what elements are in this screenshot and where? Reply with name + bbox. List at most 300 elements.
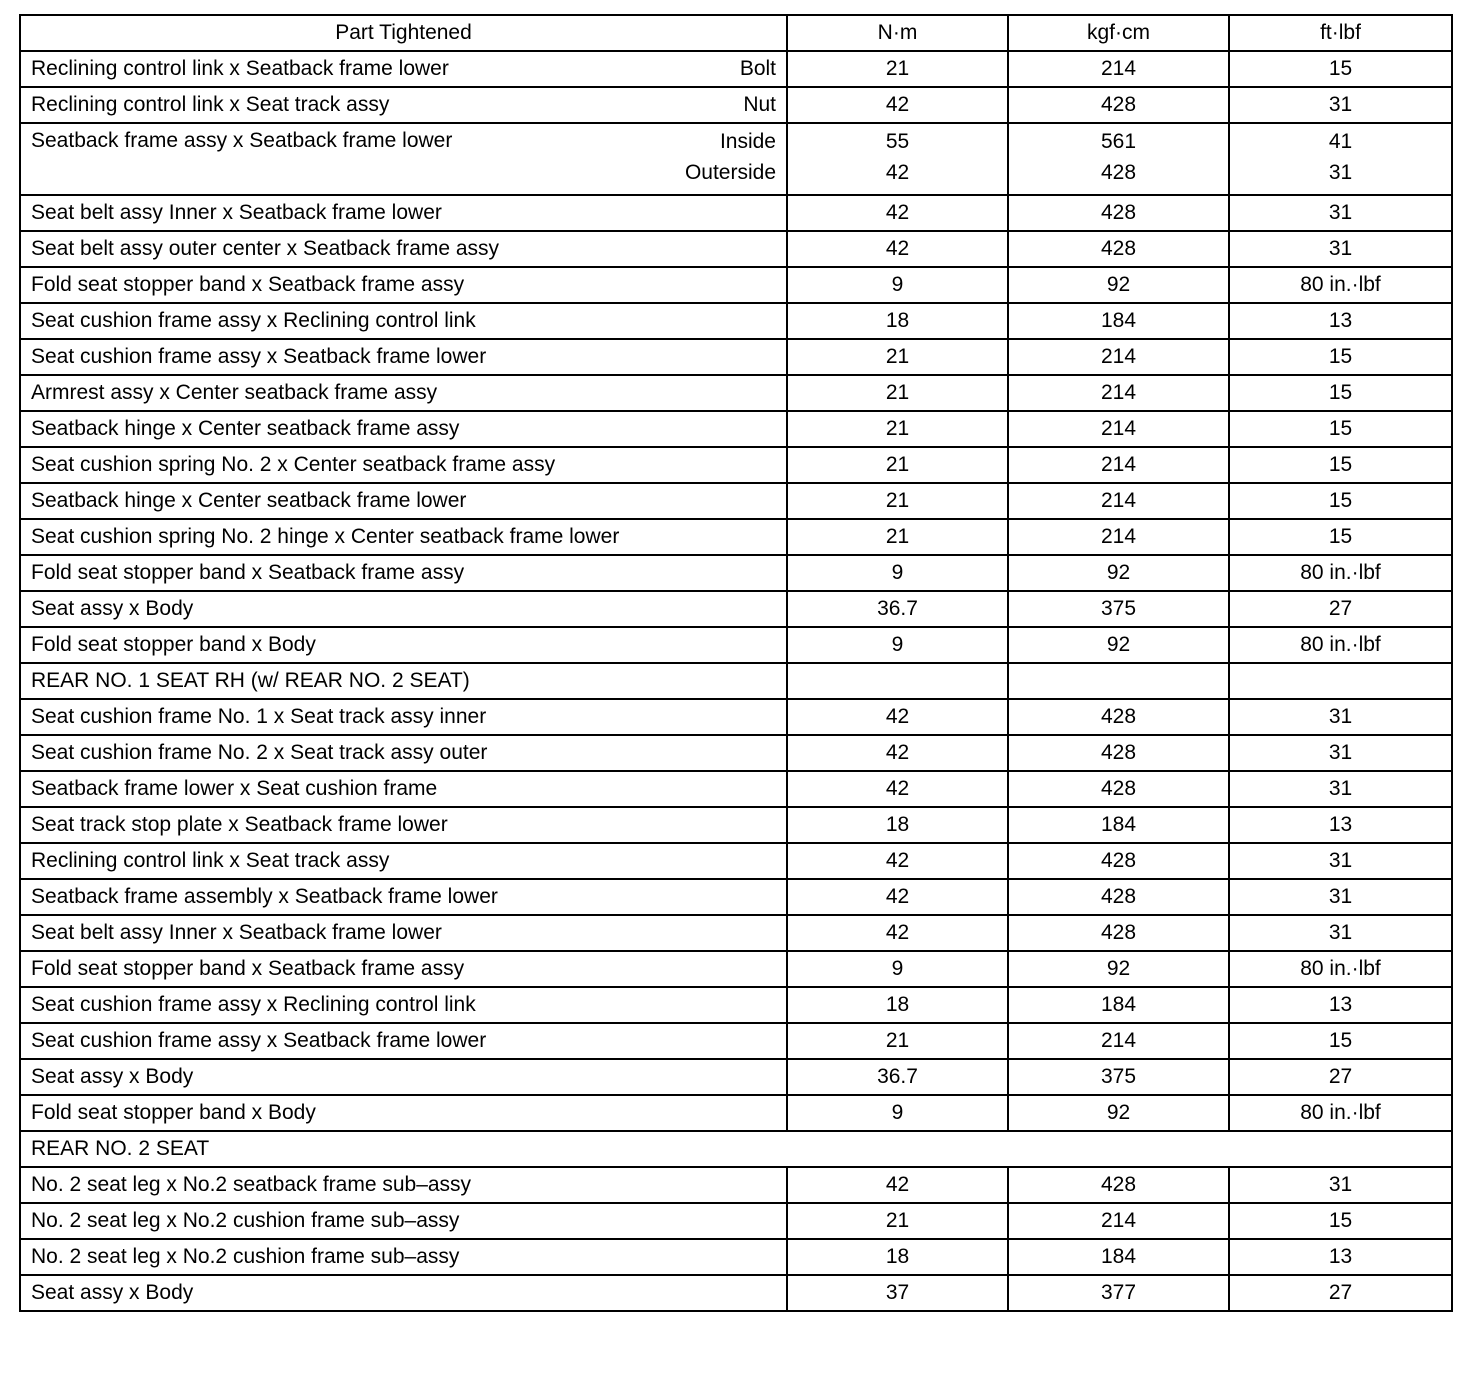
nm-value-cell [787, 411, 1008, 447]
nm-value: 42 [885, 777, 910, 800]
part-name: Seatback hinge x Center seatback frame assy [31, 417, 460, 440]
part-name: Seat cushion frame assy x Seatback frame lower [31, 1029, 487, 1052]
table-row [20, 987, 1452, 1023]
part-tightened-cell [20, 1023, 787, 1059]
ft-lbf-value: 15 [1328, 345, 1353, 368]
kgf-cm-value: 375 [1100, 1065, 1137, 1088]
nm-value-cell [787, 1203, 1008, 1239]
header-part-tightened: Part Tightened [20, 15, 787, 51]
ft-lbf-value: 13 [1328, 993, 1353, 1016]
part-name: Seat belt assy Inner x Seatback frame lower [31, 921, 442, 944]
part-tightened-cell [20, 339, 787, 375]
ft-lbf-value: 27 [1328, 1065, 1353, 1088]
nm-value-cell [787, 339, 1008, 375]
nm-value-cell [787, 951, 1008, 987]
ft-lbf-value-cell [1229, 303, 1452, 339]
nm-value-cell [787, 807, 1008, 843]
nm-value-secondary: 42 [885, 161, 910, 184]
table-row [20, 483, 1452, 519]
nm-value: 18 [885, 993, 910, 1016]
part-name: Seat assy x Body [31, 1281, 194, 1304]
nm-value: 37 [885, 1281, 910, 1304]
nm-value-cell [787, 195, 1008, 231]
nm-value-cell [787, 447, 1008, 483]
nm-value: 21 [885, 57, 910, 80]
kgf-cm-value-cell [1008, 411, 1229, 447]
table-row [20, 267, 1452, 303]
kgf-cm-value-cell [1008, 843, 1229, 879]
nm-value-cell [787, 51, 1008, 87]
part-name: No. 2 seat leg x No.2 seatback frame sub–assy [31, 1173, 472, 1196]
part-name: Seat assy x Body [31, 597, 194, 620]
ft-lbf-value-cell [1229, 951, 1452, 987]
section-header-row [20, 1131, 1452, 1167]
header-ft-lbf: ft·lbf [1229, 15, 1452, 51]
ft-lbf-value-cell [1229, 123, 1452, 195]
kgf-cm-value: 377 [1100, 1281, 1137, 1304]
nm-value-cell [787, 231, 1008, 267]
table-row [20, 627, 1452, 663]
part-tightened-cell [20, 699, 787, 735]
kgf-cm-value-cell [1008, 555, 1229, 591]
ft-lbf-value-cell [1229, 411, 1452, 447]
part-tightened-cell [20, 87, 787, 123]
ft-lbf-value: 15 [1328, 57, 1353, 80]
kgf-cm-value-cell [1008, 447, 1229, 483]
ft-lbf-value-cell [1229, 591, 1452, 627]
kgf-cm-value: 92 [1106, 1101, 1131, 1124]
nm-value: 21 [885, 1029, 910, 1052]
table-row [20, 51, 1452, 87]
part-tightened-cell [20, 303, 787, 339]
nm-value-cell [787, 1059, 1008, 1095]
ft-lbf-value: 15 [1328, 1209, 1353, 1232]
kgf-cm-value: 214 [1100, 453, 1137, 476]
kgf-cm-value-cell [1008, 87, 1229, 123]
part-tightened-cell [20, 591, 787, 627]
kgf-cm-value: 428 [1100, 921, 1137, 944]
nm-value: 42 [885, 885, 910, 908]
ft-lbf-value: 41 [1328, 130, 1353, 153]
kgf-cm-value: 214 [1100, 417, 1137, 440]
ft-lbf-value: 80 in.·lbf [1300, 633, 1381, 656]
kgf-cm-value-cell [1008, 771, 1229, 807]
kgf-cm-value: 92 [1106, 273, 1131, 296]
ft-lbf-value-cell [1229, 843, 1452, 879]
nm-value-cell [787, 663, 1008, 699]
ft-lbf-value-cell [1229, 879, 1452, 915]
ft-lbf-value: 13 [1328, 813, 1353, 836]
ft-lbf-value: 31 [1328, 885, 1353, 908]
ft-lbf-value: 31 [1328, 741, 1353, 764]
table-row [20, 843, 1452, 879]
kgf-cm-value-cell [1008, 1203, 1229, 1239]
kgf-cm-value: 184 [1100, 309, 1137, 332]
nm-value-cell [787, 375, 1008, 411]
nm-value: 21 [885, 345, 910, 368]
nm-value: 21 [885, 525, 910, 548]
nm-value: 9 [891, 957, 904, 980]
nm-value: 42 [885, 237, 910, 260]
ft-lbf-value: 80 in.·lbf [1300, 561, 1381, 584]
ft-lbf-value: 15 [1328, 525, 1353, 548]
ft-lbf-value-cell [1229, 87, 1452, 123]
part-name: Seat cushion frame assy x Reclining control link [31, 993, 476, 1016]
nm-value-cell [787, 699, 1008, 735]
nm-value-cell [787, 1023, 1008, 1059]
kgf-cm-value: 428 [1100, 849, 1137, 872]
ft-lbf-value-cell [1229, 51, 1452, 87]
ft-lbf-value-cell [1229, 267, 1452, 303]
table-row [20, 663, 1452, 699]
nm-value: 42 [885, 201, 910, 224]
ft-lbf-value: 15 [1328, 489, 1353, 512]
nm-value-cell [787, 123, 1008, 195]
ft-lbf-value: 31 [1328, 237, 1353, 260]
ft-lbf-value-cell [1229, 915, 1452, 951]
ft-lbf-value: 15 [1328, 417, 1353, 440]
nm-value-cell [787, 879, 1008, 915]
part-tightened-cell [20, 519, 787, 555]
part-tightened-cell [20, 771, 787, 807]
kgf-cm-value: 184 [1100, 813, 1137, 836]
ft-lbf-value-cell [1229, 771, 1452, 807]
nm-value-cell [787, 87, 1008, 123]
part-name: Seat cushion frame No. 2 x Seat track assy outer [31, 741, 488, 764]
ft-lbf-value-cell [1229, 555, 1452, 591]
part-name: Seatback frame assembly x Seatback frame lower [31, 885, 498, 908]
ft-lbf-value: 15 [1328, 1029, 1353, 1052]
part-tightened-cell [20, 987, 787, 1023]
table-row [20, 915, 1452, 951]
ft-lbf-value-cell [1229, 231, 1452, 267]
nm-value: 9 [891, 273, 904, 296]
part-name: Seatback frame lower x Seat cushion frame [31, 777, 438, 800]
ft-lbf-value: 31 [1328, 93, 1353, 116]
table-row [20, 87, 1452, 123]
part-name: Seatback hinge x Center seatback frame lower [31, 489, 467, 512]
part-name: Seat cushion frame assy x Seatback frame lower [31, 345, 487, 368]
kgf-cm-value: 214 [1100, 345, 1137, 368]
kgf-cm-value-cell [1008, 1095, 1229, 1131]
part-tightened-cell [20, 231, 787, 267]
kgf-cm-value: 428 [1100, 1173, 1137, 1196]
part-tightened-cell [20, 843, 787, 879]
header-nm: N·m [787, 15, 1008, 51]
kgf-cm-value-cell [1008, 303, 1229, 339]
part-name: Seat track stop plate x Seatback frame lower [31, 813, 448, 836]
part-tightened-cell [20, 447, 787, 483]
nm-value: 21 [885, 417, 910, 440]
kgf-cm-value: 214 [1100, 57, 1137, 80]
nm-value: 21 [885, 1209, 910, 1232]
part-tightened-cell [20, 663, 787, 699]
table-row [20, 735, 1452, 771]
table-row [20, 339, 1452, 375]
part-name: Fold seat stopper band x Seatback frame assy [31, 561, 465, 584]
table-row [20, 447, 1452, 483]
nm-value-cell [787, 267, 1008, 303]
table-row [20, 591, 1452, 627]
nm-value: 21 [885, 489, 910, 512]
part-name: Seatback frame assy x Seatback frame lower [31, 129, 453, 152]
part-name: Reclining control link x Seat track assy [31, 93, 390, 116]
nm-value-cell [787, 555, 1008, 591]
kgf-cm-value: 561 [1100, 130, 1137, 153]
nm-value: 55 [885, 130, 910, 153]
part-tightened-cell [20, 267, 787, 303]
nm-value: 9 [891, 561, 904, 584]
part-tightened-cell [20, 1167, 787, 1203]
kgf-cm-value: 92 [1106, 957, 1131, 980]
part-tightened-cell [20, 627, 787, 663]
kgf-cm-value: 375 [1100, 597, 1137, 620]
fastener-type [740, 54, 776, 84]
kgf-cm-value-cell [1008, 231, 1229, 267]
table-row [20, 1167, 1452, 1203]
part-name: Fold seat stopper band x Seatback frame assy [31, 273, 465, 296]
kgf-cm-value-cell [1008, 1059, 1229, 1095]
kgf-cm-value-cell [1008, 915, 1229, 951]
table-row [20, 807, 1452, 843]
ft-lbf-value: 80 in.·lbf [1300, 273, 1381, 296]
kgf-cm-value-cell [1008, 951, 1229, 987]
table-row [20, 699, 1452, 735]
table-row [20, 1023, 1452, 1059]
table-row [20, 879, 1452, 915]
nm-value: 9 [891, 1101, 904, 1124]
kgf-cm-value-cell [1008, 987, 1229, 1023]
kgf-cm-value-cell [1008, 663, 1229, 699]
kgf-cm-value: 214 [1100, 489, 1137, 512]
nm-value-cell [787, 1095, 1008, 1131]
nm-value-cell [787, 771, 1008, 807]
torque-spec-table-container [19, 14, 1453, 1312]
part-name: Fold seat stopper band x Body [31, 633, 316, 656]
ft-lbf-value-cell [1229, 195, 1452, 231]
kgf-cm-value-cell [1008, 879, 1229, 915]
part-tightened-cell [20, 807, 787, 843]
ft-lbf-value-cell [1229, 735, 1452, 771]
nm-value: 36.7 [877, 597, 918, 620]
table-row [20, 1203, 1452, 1239]
kgf-cm-value-cell [1008, 591, 1229, 627]
kgf-cm-value: 428 [1100, 705, 1137, 728]
nm-value: 42 [885, 741, 910, 764]
ft-lbf-value-cell [1229, 1023, 1452, 1059]
part-name: Seat cushion frame No. 1 x Seat track assy inner [31, 705, 487, 728]
ft-lbf-value-cell [1229, 375, 1452, 411]
part-tightened-cell [20, 1131, 1452, 1167]
fastener-label: Inside [719, 130, 776, 153]
table-row [20, 375, 1452, 411]
nm-value-cell [787, 627, 1008, 663]
part-tightened-cell [20, 879, 787, 915]
nm-value-cell [787, 735, 1008, 771]
ft-lbf-value-cell [1229, 987, 1452, 1023]
nm-value: 42 [885, 93, 910, 116]
part-tightened-cell [20, 951, 787, 987]
ft-lbf-value: 15 [1328, 453, 1353, 476]
table-row [20, 951, 1452, 987]
ft-lbf-value: 80 in.·lbf [1300, 957, 1381, 980]
kgf-cm-value-cell [1008, 1023, 1229, 1059]
nm-value: 42 [885, 1173, 910, 1196]
nm-value: 36.7 [877, 1065, 918, 1088]
part-name: Reclining control link x Seatback frame lower [31, 57, 449, 80]
table-row [20, 195, 1452, 231]
ft-lbf-value: 31 [1328, 849, 1353, 872]
ft-lbf-value: 13 [1328, 1245, 1353, 1268]
part-name: Seat cushion spring No. 2 x Center seatback frame assy [31, 453, 556, 476]
ft-lbf-value-cell [1229, 483, 1452, 519]
kgf-cm-value-cell [1008, 1275, 1229, 1311]
table-row [20, 1059, 1452, 1095]
kgf-cm-value-cell [1008, 267, 1229, 303]
nm-value: 18 [885, 813, 910, 836]
part-tightened-cell [20, 915, 787, 951]
table-row [20, 1239, 1452, 1275]
ft-lbf-value: 31 [1328, 777, 1353, 800]
ft-lbf-value: 15 [1328, 381, 1353, 404]
nm-value: 42 [885, 705, 910, 728]
kgf-cm-value-cell [1008, 1167, 1229, 1203]
table-row [20, 231, 1452, 267]
part-name: Armrest assy x Center seatback frame assy [31, 381, 438, 404]
nm-value-cell [787, 843, 1008, 879]
kgf-cm-value-cell [1008, 339, 1229, 375]
nm-value-cell [787, 987, 1008, 1023]
part-name: REAR NO. 1 SEAT RH (w/ REAR NO. 2 SEAT) [31, 669, 470, 692]
kgf-cm-value: 428 [1100, 777, 1137, 800]
ft-lbf-value: 31 [1328, 921, 1353, 944]
kgf-cm-value-secondary: 428 [1100, 161, 1137, 184]
kgf-cm-value-cell [1008, 483, 1229, 519]
kgf-cm-value: 92 [1106, 561, 1131, 584]
nm-value-cell [787, 1239, 1008, 1275]
part-name: Seat assy x Body [31, 1065, 194, 1088]
table-row [20, 1095, 1452, 1131]
part-name: Fold seat stopper band x Seatback frame assy [31, 957, 465, 980]
ft-lbf-value-cell [1229, 627, 1452, 663]
table-row [20, 1275, 1452, 1311]
ft-lbf-value-cell [1229, 1095, 1452, 1131]
ft-lbf-value-cell [1229, 807, 1452, 843]
nm-value-cell [787, 591, 1008, 627]
nm-value-cell [787, 303, 1008, 339]
part-tightened-cell [20, 195, 787, 231]
ft-lbf-value-cell [1229, 447, 1452, 483]
kgf-cm-value-cell [1008, 807, 1229, 843]
kgf-cm-value: 184 [1100, 1245, 1137, 1268]
part-name: Fold seat stopper band x Body [31, 1101, 316, 1124]
kgf-cm-value-cell [1008, 123, 1229, 195]
ft-lbf-value-cell [1229, 1203, 1452, 1239]
ft-lbf-value-cell [1229, 339, 1452, 375]
nm-value: 42 [885, 921, 910, 944]
part-tightened-cell [20, 1059, 787, 1095]
ft-lbf-value-cell [1229, 1167, 1452, 1203]
kgf-cm-value: 428 [1100, 237, 1137, 260]
part-name: No. 2 seat leg x No.2 cushion frame sub–assy [31, 1209, 460, 1232]
kgf-cm-value: 214 [1100, 525, 1137, 548]
kgf-cm-value-cell [1008, 699, 1229, 735]
part-tightened-cell [20, 1275, 787, 1311]
nm-value: 9 [891, 633, 904, 656]
kgf-cm-value-cell [1008, 51, 1229, 87]
table-row [20, 519, 1452, 555]
kgf-cm-value-cell [1008, 195, 1229, 231]
kgf-cm-value-cell [1008, 1239, 1229, 1275]
kgf-cm-value: 214 [1100, 1209, 1137, 1232]
ft-lbf-value: 31 [1328, 201, 1353, 224]
part-tightened-cell [20, 375, 787, 411]
part-name: Seat cushion frame assy x Reclining control link [31, 309, 476, 332]
part-tightened-cell [20, 411, 787, 447]
ft-lbf-value: 27 [1328, 597, 1353, 620]
nm-value-cell [787, 1167, 1008, 1203]
part-name: Seat belt assy Inner x Seatback frame lower [31, 201, 442, 224]
kgf-cm-value-cell [1008, 735, 1229, 771]
ft-lbf-value-cell [1229, 1275, 1452, 1311]
kgf-cm-value: 214 [1100, 381, 1137, 404]
table-row [20, 123, 1452, 195]
ft-lbf-value: 13 [1328, 309, 1353, 332]
part-name: Reclining control link x Seat track assy [31, 849, 390, 872]
nm-value: 18 [885, 309, 910, 332]
part-name: Seat cushion spring No. 2 hinge x Center seatback frame lower [31, 525, 620, 548]
table-row [20, 555, 1452, 591]
part-tightened-cell [20, 123, 787, 195]
part-tightened-cell [20, 1239, 787, 1275]
kgf-cm-value: 428 [1100, 93, 1137, 116]
part-name: No. 2 seat leg x No.2 cushion frame sub–assy [31, 1245, 460, 1268]
nm-value: 21 [885, 453, 910, 476]
ft-lbf-value-cell [1229, 1239, 1452, 1275]
ft-lbf-value: 31 [1328, 705, 1353, 728]
header-row [20, 15, 1452, 51]
part-tightened-cell [20, 483, 787, 519]
part-tightened-cell [20, 1203, 787, 1239]
ft-lbf-value-cell [1229, 663, 1452, 699]
ft-lbf-value-cell [1229, 1059, 1452, 1095]
table-row [20, 771, 1452, 807]
fastener-label: Bolt [739, 57, 776, 80]
part-tightened-cell [20, 51, 787, 87]
part-tightened-cell [20, 1095, 787, 1131]
nm-value-cell [787, 519, 1008, 555]
fastener-label: Nut [743, 93, 776, 116]
part-tightened-cell [20, 555, 787, 591]
kgf-cm-value-cell [1008, 375, 1229, 411]
nm-value: 18 [885, 1245, 910, 1268]
kgf-cm-value-cell [1008, 519, 1229, 555]
fastener-type [685, 126, 776, 188]
nm-value: 21 [885, 381, 910, 404]
nm-value-cell [787, 483, 1008, 519]
part-name: Seat belt assy outer center x Seatback frame assy [31, 237, 500, 260]
fastener-type [743, 90, 776, 120]
kgf-cm-value: 428 [1100, 741, 1137, 764]
ft-lbf-value-cell [1229, 519, 1452, 555]
kgf-cm-value: 92 [1106, 633, 1131, 656]
torque-spec-table [19, 14, 1453, 1312]
ft-lbf-value: 31 [1328, 1173, 1353, 1196]
nm-value: 42 [885, 849, 910, 872]
kgf-cm-value-cell [1008, 627, 1229, 663]
kgf-cm-value: 184 [1100, 993, 1137, 1016]
ft-lbf-value: 27 [1328, 1281, 1353, 1304]
